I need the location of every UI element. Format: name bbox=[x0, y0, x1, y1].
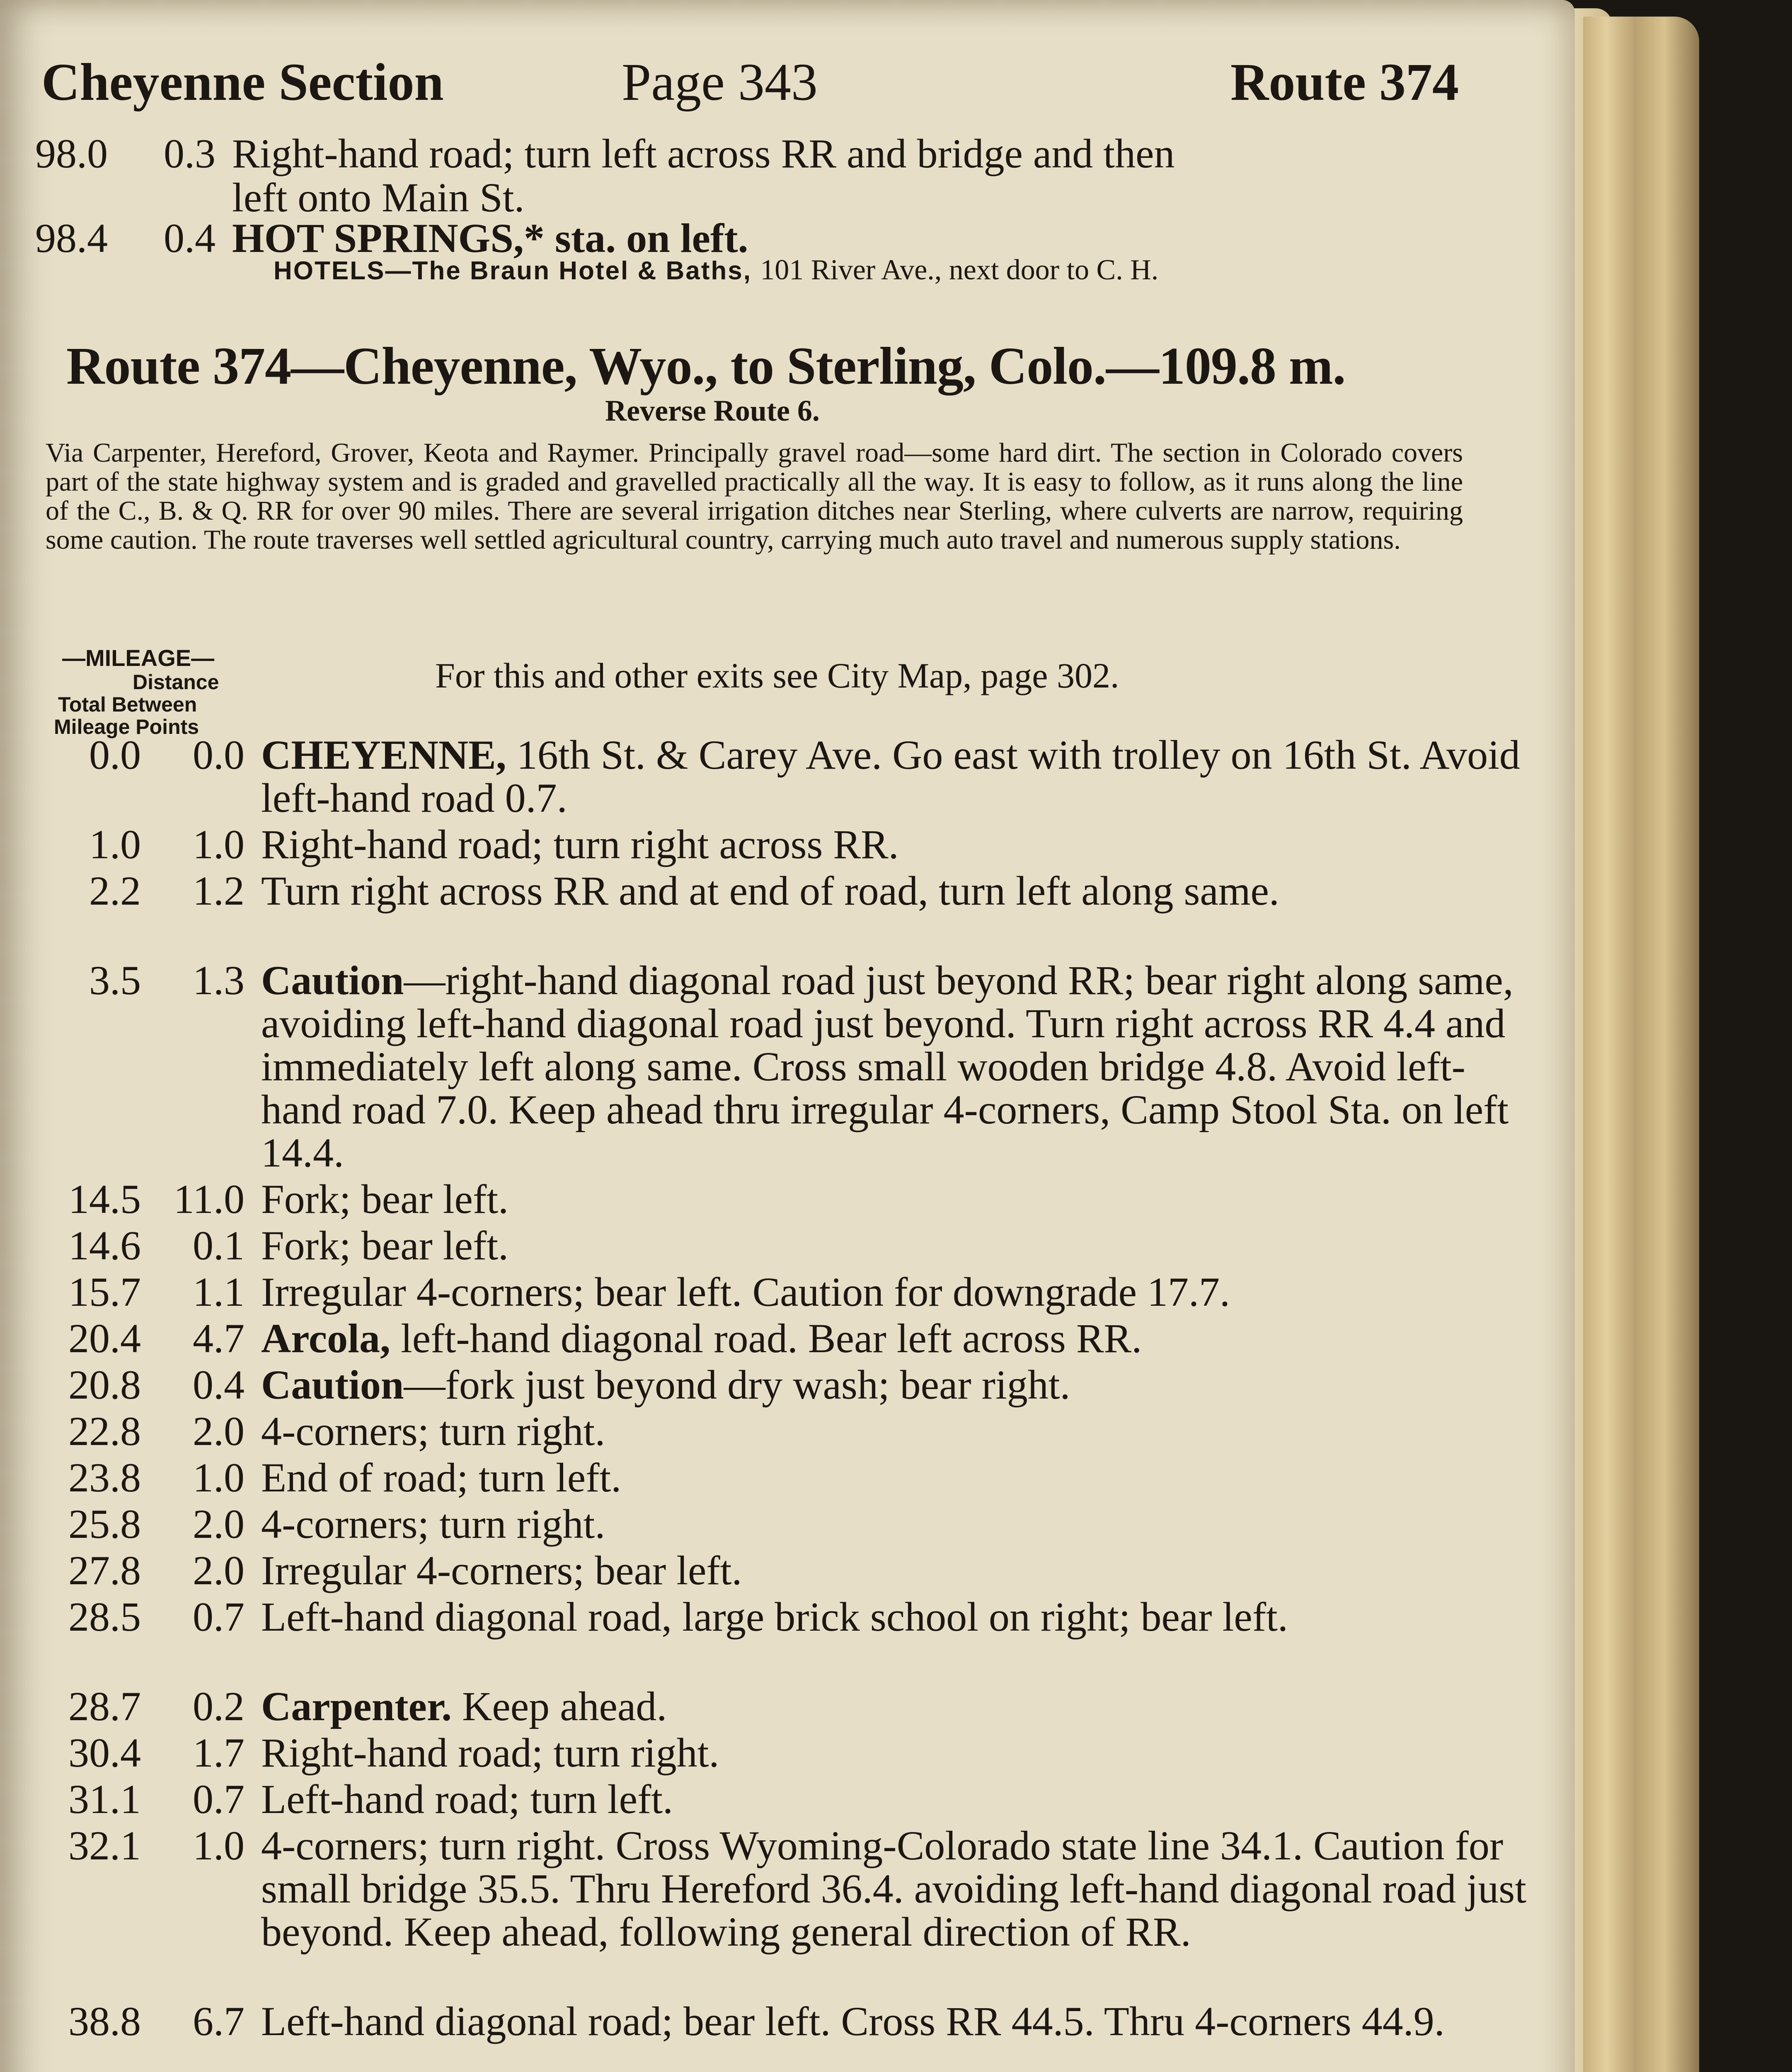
direction-text bbox=[261, 1503, 1538, 1546]
direction-text bbox=[261, 1685, 1538, 1728]
hotels-address: 101 River Ave., next door to C. H. bbox=[760, 254, 1159, 286]
distance: 11.0 bbox=[173, 1176, 245, 1222]
direction-text bbox=[261, 733, 1538, 820]
total-mileage: 3.5 bbox=[89, 957, 141, 1003]
distance: 0.3 bbox=[164, 131, 216, 177]
direction-text bbox=[261, 1317, 1538, 1360]
distance: 2.0 bbox=[193, 1501, 245, 1547]
distance: 0.1 bbox=[193, 1222, 245, 1268]
direction-text bbox=[261, 1824, 1538, 1953]
total-mileage: 2.2 bbox=[89, 868, 141, 914]
total-mileage: 27.8 bbox=[68, 1547, 141, 1593]
distance: 1.0 bbox=[193, 1823, 245, 1869]
distance: 0.7 bbox=[193, 1594, 245, 1640]
section-title: Cheyenne Section bbox=[41, 53, 444, 111]
total-mileage: 22.8 bbox=[68, 1408, 141, 1454]
direction-text: HOT SPRINGS,* sta. on left. bbox=[232, 215, 748, 261]
instruction: —right-hand diagonal road just beyond RR; bear right along same, avoiding left-hand diagonal road just beyond. Turn right across RR 4.4 and immediately left along same. Cross small wooden bridge 4.8. Avoid left-hand road 7.0. Keep ahead thru irregular 4-corners, Camp Stool Sta. on left 14.4. bbox=[261, 957, 1514, 1176]
place-name: Caution bbox=[261, 1362, 404, 1408]
distance: 1.2 bbox=[193, 868, 245, 914]
place-name: Caution bbox=[261, 957, 404, 1003]
distance: 1.0 bbox=[193, 1455, 245, 1501]
instruction: 16th St. & Carey Ave. Go east with trolley on 16th St. Avoid left-hand road 0.7. bbox=[261, 732, 1520, 821]
instruction: Left-hand road; turn left. bbox=[261, 1776, 673, 1822]
direction-text bbox=[261, 1595, 1538, 1639]
distance: 0.7 bbox=[193, 1776, 245, 1822]
instruction: 4-corners; turn right. bbox=[261, 1408, 605, 1454]
instruction: Fork; bear left. bbox=[261, 1222, 509, 1268]
instruction: End of road; turn left. bbox=[261, 1455, 622, 1501]
direction-text bbox=[261, 1731, 1538, 1774]
instruction: Keep ahead. bbox=[452, 1683, 667, 1729]
direction-text bbox=[261, 1456, 1538, 1499]
direction-text bbox=[261, 1271, 1538, 1314]
total-mileage: 28.7 bbox=[68, 1683, 141, 1729]
direction-text bbox=[261, 1178, 1538, 1221]
total-mileage: 14.5 bbox=[68, 1176, 141, 1222]
direction-text bbox=[261, 1778, 1538, 1821]
direction-text bbox=[261, 2000, 1538, 2043]
hotels-note bbox=[274, 254, 1158, 287]
distance: 4.7 bbox=[193, 1315, 245, 1361]
mileage-line2: Total Between bbox=[58, 693, 197, 716]
mileage-title: —MILEAGE— bbox=[62, 645, 215, 671]
running-header bbox=[41, 52, 1459, 118]
instruction: Irregular 4-corners; bear left. bbox=[261, 1547, 742, 1593]
instruction: 4-corners; turn right. Cross Wyoming-Colorado state line 34.1. Caution for small bridge 35.5. Thru Hereford 36.4. avoiding left-hand diagonal road just beyond. Keep ahead, following general direction of RR. bbox=[261, 1823, 1526, 1955]
instruction: Turn right across RR and at end of road, turn left along same. bbox=[261, 868, 1279, 914]
total-mileage: 23.8 bbox=[68, 1455, 141, 1501]
distance: 0.4 bbox=[193, 1362, 245, 1408]
instruction: —fork just beyond dry wash; bear right. bbox=[404, 1362, 1070, 1408]
distance: 0.0 bbox=[193, 732, 245, 778]
total-mileage: 0.0 bbox=[89, 732, 141, 778]
total-mileage: 98.4 bbox=[35, 215, 108, 261]
route-subtitle: Reverse Route 6. bbox=[605, 394, 820, 427]
total-mileage: 30.4 bbox=[68, 1730, 141, 1776]
direction-text bbox=[261, 1224, 1538, 1267]
distance: 1.7 bbox=[193, 1730, 245, 1776]
page-number: Page 343 bbox=[622, 53, 818, 111]
route-title: Route 374—Cheyenne, Wyo., to Sterling, Colo.—109.8 m. bbox=[66, 336, 1346, 395]
direction-text bbox=[261, 1549, 1538, 1592]
instruction: Right-hand road; turn right across RR. bbox=[261, 821, 899, 867]
distance: 0.4 bbox=[164, 215, 216, 261]
total-mileage: 14.6 bbox=[68, 1222, 141, 1268]
instruction: left-hand diagonal road. Bear left across RR. bbox=[390, 1315, 1142, 1361]
total-mileage: 15.7 bbox=[68, 1269, 141, 1315]
instruction: Right-hand road; turn right. bbox=[261, 1730, 719, 1776]
total-mileage: 32.1 bbox=[68, 1823, 141, 1869]
direction-text bbox=[261, 823, 1538, 866]
total-mileage: 20.4 bbox=[68, 1315, 141, 1361]
total-mileage: 31.1 bbox=[68, 1776, 141, 1822]
hotels-label: HOTELS—The Braun Hotel & Baths, bbox=[274, 257, 752, 285]
distance: 2.0 bbox=[193, 1408, 245, 1454]
instruction: 4-corners; turn right. bbox=[261, 1501, 605, 1547]
instruction: Irregular 4-corners; bear left. Caution for downgrade 17.7. bbox=[261, 1269, 1230, 1315]
total-mileage: 20.8 bbox=[68, 1362, 141, 1408]
distance: 6.7 bbox=[193, 1998, 245, 2044]
mileage-line3: Mileage Points bbox=[54, 715, 199, 738]
distance: 0.2 bbox=[193, 1683, 245, 1729]
page-edges bbox=[1583, 17, 1699, 2072]
mileage-line1: Distance bbox=[133, 670, 219, 694]
place-name: Arcola, bbox=[261, 1315, 390, 1361]
distance: 1.3 bbox=[193, 957, 245, 1003]
total-mileage: 1.0 bbox=[89, 821, 141, 867]
city-map-reference: For this and other exits see City Map, page 302. bbox=[435, 656, 1119, 695]
route-number: Route 374 bbox=[1230, 53, 1459, 111]
direction-text bbox=[261, 959, 1538, 1174]
direction-text bbox=[261, 1410, 1538, 1453]
place-name: Carpenter. bbox=[261, 1683, 452, 1729]
instruction: Left-hand diagonal road; bear left. Cross RR 44.5. Thru 4-corners 44.9. bbox=[261, 1998, 1445, 2044]
total-mileage: 98.0 bbox=[35, 131, 108, 177]
instruction: Fork; bear left. bbox=[261, 1176, 509, 1222]
direction-text: Right-hand road; turn left across RR and bridge and then left onto Main St. bbox=[232, 131, 1175, 220]
distance: 1.1 bbox=[193, 1269, 245, 1315]
distance: 2.0 bbox=[193, 1547, 245, 1593]
distance: 1.0 bbox=[193, 821, 245, 867]
total-mileage: 25.8 bbox=[68, 1501, 141, 1547]
place-name: CHEYENNE, bbox=[261, 732, 506, 778]
direction-text bbox=[261, 1363, 1538, 1406]
route-intro: Via Carpenter, Hereford, Grover, Keota and Raymer. Principally gravel road—some hard dirt. The section in Colorado covers part of the state highway system and is graded and gravelled practically all the way. It is easy to follow, as it runs along the line of the C., B. & Q. RR for over 90 miles. There are several irrigation ditches near Sterling, where culverts are narrow, requiring some caution. The route traverses well settled agricultural country, carrying much auto travel and numerous supply stations. bbox=[46, 438, 1463, 555]
total-mileage: 38.8 bbox=[68, 1998, 141, 2044]
instruction: Left-hand diagonal road, large brick school on right; bear left. bbox=[261, 1594, 1288, 1640]
total-mileage: 28.5 bbox=[68, 1594, 141, 1640]
direction-text bbox=[261, 869, 1538, 913]
